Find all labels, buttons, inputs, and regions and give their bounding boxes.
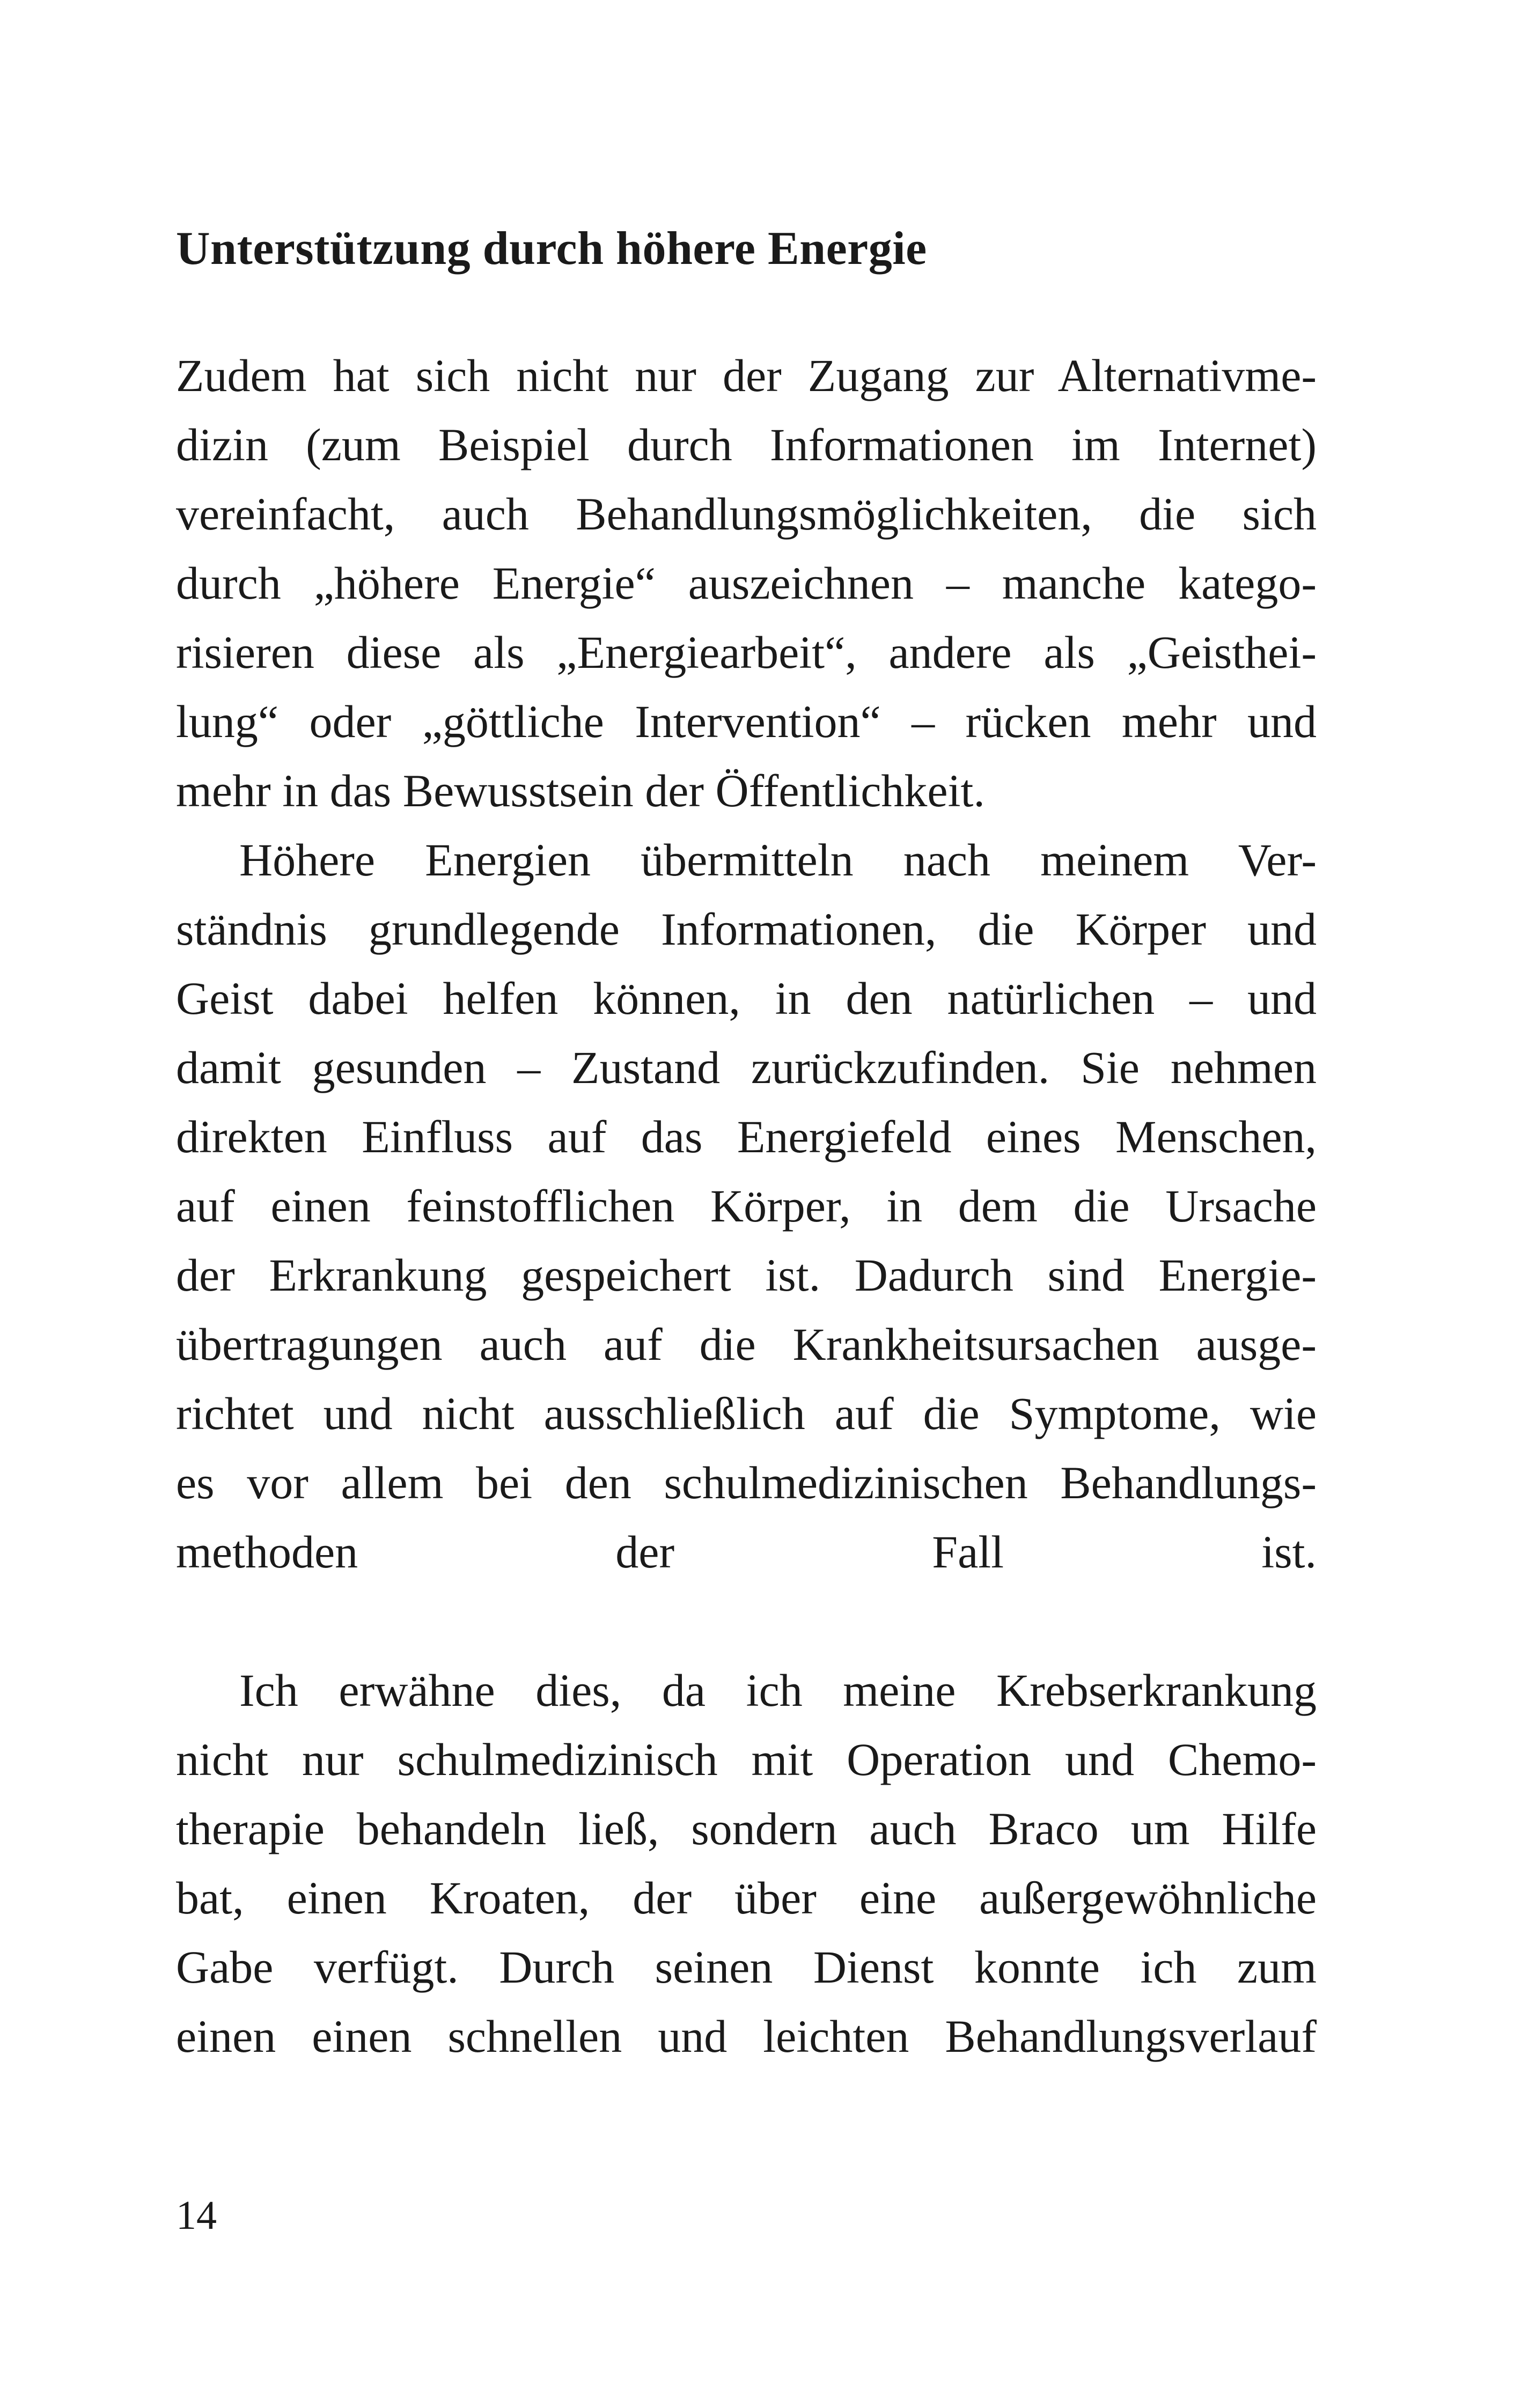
text-line: mehr in das Bewusstsein der Öffentlichkeit. (176, 765, 985, 816)
paragraph (176, 1656, 1317, 2071)
text-line: Geist dabei helfen können, in den natürlichen – und (176, 973, 1317, 1024)
text-line: durch „höhere Energie“ auszeichnen – manche katego- (176, 557, 1317, 609)
text-line: therapie behandeln ließ, sondern auch Braco um Hilfe (176, 1803, 1317, 1854)
section-heading: Unterstützung durch höhere Energie (176, 223, 927, 275)
text-line: ständnis grundlegende Informationen, die Körper und (176, 903, 1317, 955)
text-line: damit gesunden – Zustand zurückzufinden. Sie nehmen (176, 1042, 1317, 1093)
text-line: lung“ oder „göttliche Intervention“ – rücken mehr und (176, 696, 1317, 747)
text-line: Gabe verfügt. Durch seinen Dienst konnte ich zum (176, 1941, 1317, 1993)
text-line: nicht nur schulmedizinisch mit Operation und Chemo- (176, 1734, 1317, 1785)
text-line (176, 1587, 1317, 1656)
text-line: risieren diese als „Energiearbeit“, andere als „Geisthei- (176, 627, 1317, 678)
page-number: 14 (176, 2193, 217, 2238)
text-line: vereinfacht, auch Behandlungsmöglichkeiten, die sich (176, 488, 1317, 540)
text-line: Ich erwähne dies, da ich meine Krebserkrankung (239, 1665, 1317, 1716)
text-line: übertragungen auch auf die Krankheitsursachen ausge- (176, 1319, 1317, 1370)
text-line: Zudem hat sich nicht nur der Zugang zur Alternativme- (176, 350, 1317, 401)
body-text (176, 341, 1317, 2071)
paragraph (176, 341, 1317, 826)
text-line: es vor allem bei den schulmedizinischen Behandlungs- (176, 1457, 1317, 1508)
text-line: methoden der Fall ist. (176, 1526, 1317, 1578)
text-line: direkten Einfluss auf das Energiefeld eines Menschen, (176, 1111, 1317, 1162)
paragraph (176, 826, 1317, 1656)
text-line: einen einen schnellen und leichten Behandlungsverlauf (176, 2011, 1317, 2062)
text-line: richtet und nicht ausschließlich auf die Symptome, wie (176, 1388, 1317, 1439)
text-line: auf einen feinstofflichen Körper, in dem die Ursache (176, 1180, 1317, 1232)
text-line: bat, einen Kroaten, der über eine außergewöhnliche (176, 1872, 1317, 1924)
text-line: Höhere Energien übermitteln nach meinem Ver- (239, 834, 1317, 886)
text-line: der Erkrankung gespeichert ist. Dadurch sind Energie- (176, 1249, 1317, 1301)
text-line: dizin (zum Beispiel durch Informationen im Internet) (176, 419, 1317, 470)
